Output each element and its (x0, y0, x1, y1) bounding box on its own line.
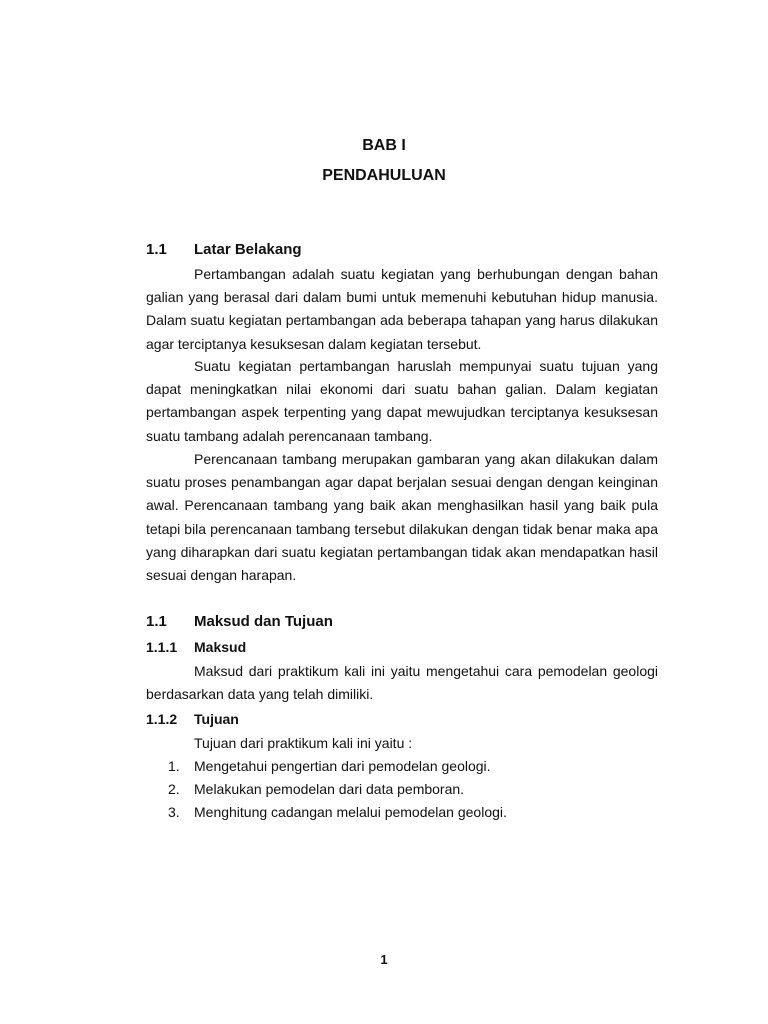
page-number: 1 (380, 952, 388, 967)
list-item (146, 755, 658, 778)
subsection-heading-maksud (146, 639, 246, 655)
list-item (146, 778, 658, 801)
subsection-number: 1.1.1 (146, 639, 178, 655)
section-heading-maksud-tujuan (146, 613, 333, 630)
list-item-text: Mengetahui pengertian dari pemodelan geologi. (194, 758, 491, 774)
list-item-number: 2. (168, 781, 180, 797)
list-item-number: 1. (168, 758, 180, 774)
subsection-heading-tujuan (146, 711, 239, 727)
list-item-text: Menghitung cadangan melalui pemodelan geologi. (194, 804, 507, 820)
section-number: 1.1 (146, 613, 167, 630)
section-title: Latar Belakang (194, 241, 302, 258)
section-number: 1.1 (146, 241, 167, 258)
paragraph: Pertambangan adalah suatu kegiatan yang berhubungan dengan bahan galian yang berasal dari dalam bumi untuk memenuhi kebutuhan hidup manusia. Dalam suatu kegiatan pertambangan ada beberapa tahapan yang harus dilakukan agar terciptanya kesuksesan dalam kegiatan tersebut. (146, 266, 658, 352)
paragraph: Maksud dari praktikum kali ini yaitu mengetahui cara pemodelan geologi berdasarkan data yang telah dimiliki. (146, 663, 658, 703)
list-item-text: Melakukan pemodelan dari data pemboran. (194, 781, 465, 797)
paragraph: Perencanaan tambang merupakan gambaran yang akan dilakukan dalam suatu proses penambangan agar dapat berjalan sesuai dengan dengan keinginan awal. Perencanaan tambang yang baik akan menghasilkan hasil yang baik pula tetapi bila perencanaan tambang tersebut dilakukan dengan tidak benar maka apa yang diharapkan dari suatu kegiatan pertambangan tidak akan mendapatkan hasil sesuai dengan harapan. (146, 451, 658, 584)
list-item-number: 3. (168, 804, 180, 820)
subsection-title: Maksud (194, 639, 247, 655)
chapter-number: BAB I (362, 137, 406, 154)
paragraph: Tujuan dari praktikum kali ini yaitu : (194, 735, 413, 751)
paragraph: Suatu kegiatan pertambangan haruslah mempunyai suatu tujuan yang dapat meningkatkan nilai ekonomi dari suatu bahan galian. Dalam kegiatan pertambangan aspek terpenting yang dapat mewujudkan terciptanya kesuksesan suatu tambang adalah perencanaan tambang. (146, 358, 658, 444)
chapter-title: PENDAHULUAN (322, 167, 446, 184)
subsection-title: Tujuan (194, 711, 239, 727)
subsection-number: 1.1.2 (146, 711, 178, 727)
list-item (146, 801, 658, 824)
section-heading-latar-belakang (146, 241, 302, 258)
objectives-list (146, 755, 658, 824)
section-title: Maksud dan Tujuan (194, 613, 333, 630)
